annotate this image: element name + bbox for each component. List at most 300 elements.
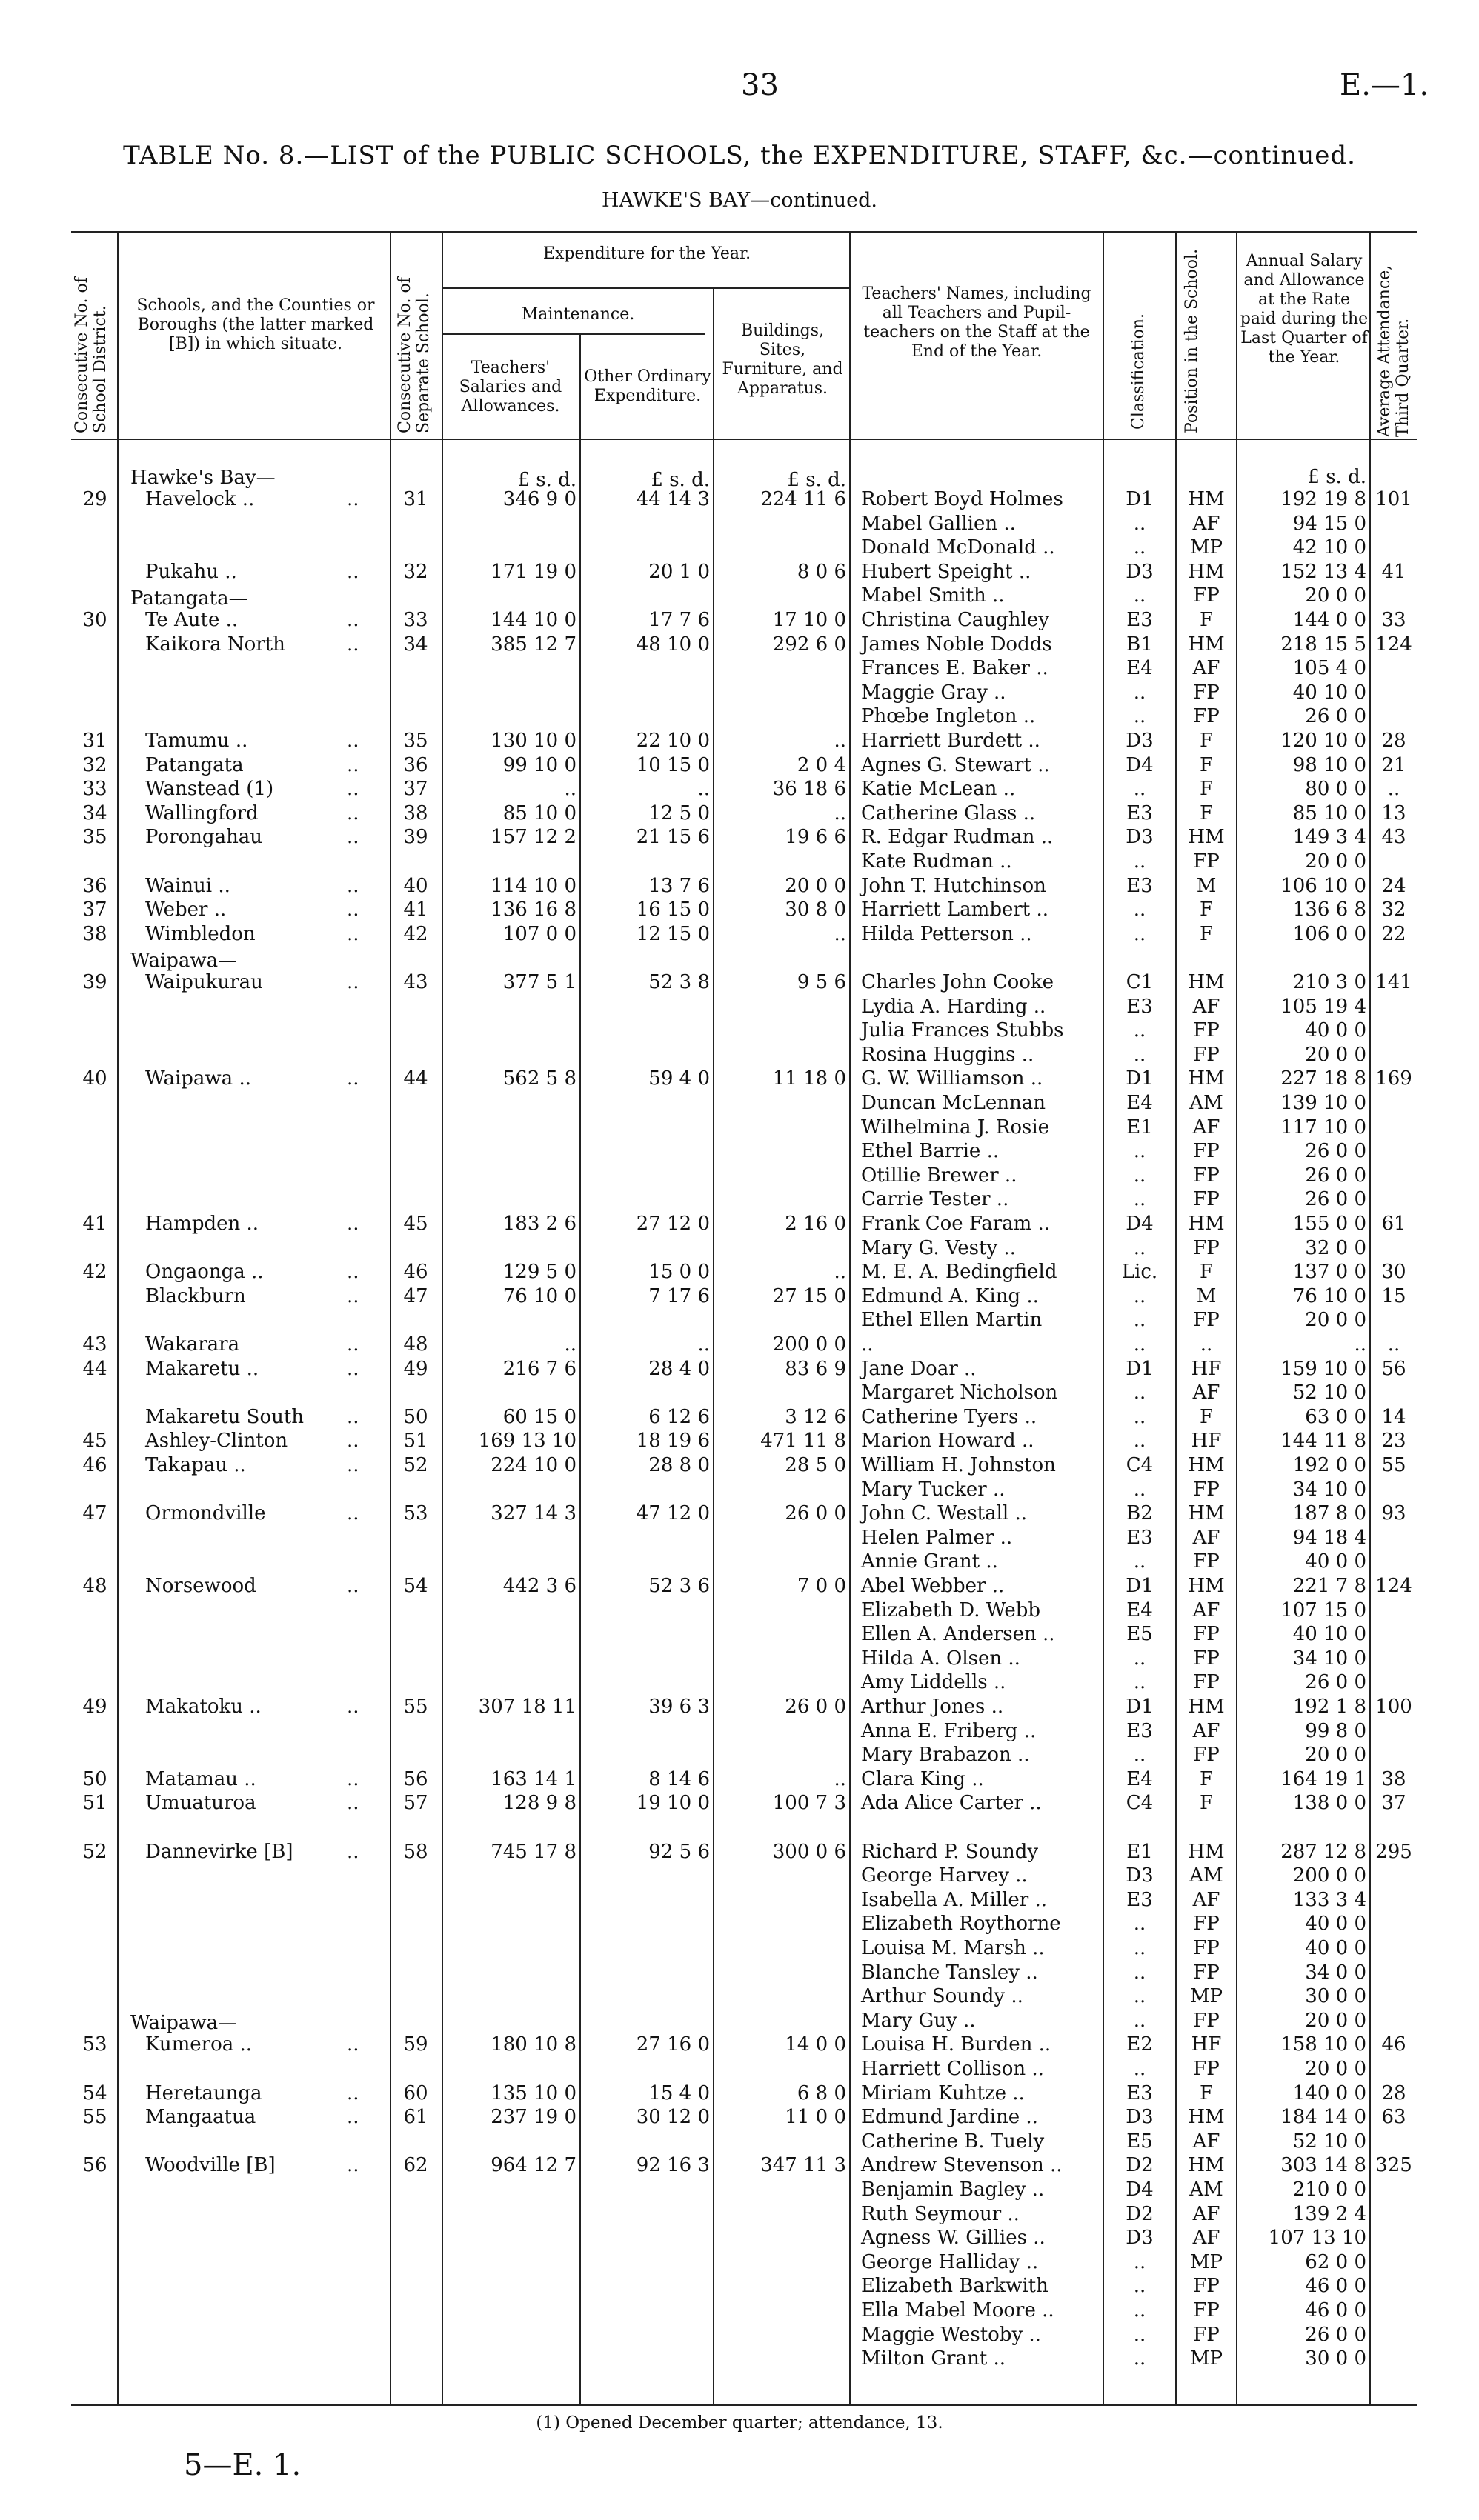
buildings-value: 28 5 0 [785, 1454, 846, 1476]
district-group-label: Waipawa— [130, 2012, 238, 2035]
district-number: 49 [82, 1696, 107, 1718]
salaries-value: 169 13 10 [478, 1430, 576, 1453]
position-value: FP [1193, 1913, 1220, 1936]
district-number: 29 [82, 488, 107, 510]
teacher-name: Mary Brabazon .. [861, 1744, 1030, 1767]
attendance-value: 37 [1381, 1792, 1406, 1815]
classification-value: E3 [1126, 2081, 1153, 2104]
attendance-value: 28 [1381, 2081, 1406, 2104]
salaries-value: 107 0 0 [502, 922, 576, 945]
position-value: AF [1192, 2130, 1220, 2153]
school-number: 49 [403, 1357, 428, 1380]
annual-salary-value: 155 0 0 [1292, 1213, 1366, 1235]
annual-salary-value: 287 12 8 [1280, 1840, 1366, 1863]
annual-salary-value: 42 10 0 [1292, 536, 1366, 559]
annual-salary-value: 85 10 0 [1292, 801, 1366, 824]
buildings-value: 83 6 9 [785, 1357, 846, 1380]
school-number: 47 [403, 1284, 428, 1307]
leader-dots: .. [347, 1454, 359, 1476]
attendance-value: 55 [1381, 1454, 1406, 1476]
classification-value: C4 [1126, 1454, 1154, 1476]
teacher-name: Benjamin Bagley .. [861, 2179, 1045, 2201]
attendance-value: 43 [1381, 826, 1406, 849]
classification-value: E1 [1126, 1116, 1153, 1139]
buildings-value: 7 0 0 [797, 1575, 846, 1597]
leader-dots: .. [347, 753, 359, 776]
annual-salary-value: 120 10 0 [1280, 730, 1366, 752]
position-value: FP [1193, 1623, 1220, 1646]
position-value: AF [1192, 512, 1220, 535]
teacher-name: Ellen A. Andersen .. [861, 1623, 1055, 1646]
classification-value: B1 [1126, 633, 1153, 656]
annual-salary-value: 98 10 0 [1292, 753, 1366, 776]
school-name: Pukahu .. [145, 560, 237, 583]
annual-salary-value: 107 13 10 [1268, 2227, 1366, 2250]
school-number: 58 [403, 1840, 428, 1863]
annual-salary-value: 94 18 4 [1292, 1526, 1366, 1549]
attendance-value: 325 [1375, 2154, 1412, 2177]
maintenance-rule [443, 333, 705, 335]
position-value: .. [1200, 1333, 1213, 1356]
leader-dots: .. [347, 609, 359, 631]
position-value: AM [1189, 2179, 1223, 2201]
annual-salary-value: 20 0 0 [1305, 2058, 1366, 2080]
buildings-value: 11 18 0 [772, 1067, 846, 1090]
school-number: 52 [403, 1454, 428, 1476]
classification-value: .. [1133, 2009, 1146, 2032]
position-value: F [1199, 609, 1214, 631]
salaries-value: 377 5 1 [502, 971, 576, 993]
annual-salary-value: 187 8 0 [1292, 1502, 1366, 1525]
classification-value: .. [1133, 1550, 1146, 1573]
page-number: 33 [741, 68, 779, 102]
other-expenditure-value: 59 4 0 [648, 1067, 710, 1090]
classification-value: D3 [1126, 826, 1154, 849]
header-classification: Classification. [1129, 313, 1148, 430]
lsd-buildings: £ s. d. [787, 469, 846, 491]
header-other: Other Ordinary Expenditure. [584, 367, 711, 405]
teacher-name: Katie McLean .. [861, 778, 1016, 801]
annual-salary-value: 20 0 0 [1305, 584, 1366, 607]
leader-dots: .. [347, 922, 359, 945]
classification-value: .. [1133, 1284, 1146, 1307]
attendance-value: 124 [1375, 633, 1412, 656]
position-value: FP [1193, 1019, 1220, 1042]
annual-salary-value: 99 8 0 [1305, 1719, 1366, 1742]
buildings-value: 2 0 4 [797, 753, 846, 776]
school-number: 32 [403, 560, 428, 583]
other-expenditure-value: 28 8 0 [648, 1454, 710, 1476]
salaries-value: 128 9 8 [502, 1792, 576, 1815]
buildings-value: 8 0 6 [797, 560, 846, 583]
annual-salary-value: 40 0 0 [1305, 1937, 1366, 1959]
school-name: Matamau .. [145, 1767, 256, 1790]
position-value: AF [1192, 1888, 1220, 1911]
classification-value: D3 [1126, 730, 1154, 752]
school-number: 37 [403, 778, 428, 801]
school-name: Patangata [145, 753, 244, 776]
district-number: 35 [82, 826, 107, 849]
position-value: HM [1188, 1213, 1225, 1235]
classification-value: .. [1133, 681, 1146, 704]
school-name: Ongaonga .. [145, 1261, 264, 1284]
school-number: 33 [403, 609, 428, 631]
classification-value: .. [1133, 1309, 1146, 1332]
buildings-value: 471 11 8 [760, 1430, 846, 1453]
position-value: FP [1193, 2058, 1220, 2080]
position-value: HM [1188, 826, 1225, 849]
annual-salary-value: 20 0 0 [1305, 1744, 1366, 1767]
other-expenditure-value: 8 14 6 [648, 1767, 710, 1790]
teacher-name: R. Edgar Rudman .. [861, 826, 1054, 849]
school-number: 53 [403, 1502, 428, 1525]
school-number: 35 [403, 730, 428, 752]
attendance-value: 295 [1375, 1840, 1412, 1863]
classification-value: .. [1133, 922, 1146, 945]
annual-salary-value: 40 10 0 [1292, 1623, 1366, 1646]
annual-salary-value: 34 0 0 [1305, 1961, 1366, 1984]
teacher-name: Miriam Kuhtze .. [861, 2081, 1025, 2104]
position-value: F [1199, 922, 1214, 945]
leader-dots: .. [347, 899, 359, 921]
position-value: MP [1189, 2347, 1223, 2370]
classification-value: .. [1133, 850, 1146, 873]
table-subtitle: HAWKE'S BAY—continued. [601, 189, 878, 212]
district-number: 43 [82, 1333, 107, 1356]
annual-salary-value: 152 13 4 [1280, 560, 1366, 583]
district-number: 54 [82, 2081, 107, 2104]
col-rule [713, 287, 714, 2404]
header-teachers: Teachers' Names, including all Teachers and Pupil-teachers on the Staff at the End of the Year. [862, 284, 1091, 361]
position-value: F [1199, 2081, 1214, 2104]
teacher-name: Catherine B. Tuely [861, 2130, 1045, 2153]
classification-value: D4 [1126, 753, 1154, 776]
teacher-name: Annie Grant .. [861, 1550, 998, 1573]
attendance-value: 41 [1381, 560, 1406, 583]
school-name: Ormondville [145, 1502, 266, 1525]
header-maintenance: Maintenance. [521, 305, 635, 324]
buildings-value: 20 0 0 [785, 874, 846, 897]
classification-value: D4 [1126, 1213, 1154, 1235]
position-value: FP [1193, 1140, 1220, 1163]
attendance-value: 101 [1375, 488, 1412, 510]
other-expenditure-value: 12 15 0 [636, 922, 710, 945]
school-name: Kumeroa .. [145, 2033, 253, 2056]
classification-value: .. [1133, 1164, 1146, 1187]
annual-salary-value: 26 0 0 [1305, 1188, 1366, 1211]
position-value: HM [1188, 560, 1225, 583]
attendance-value: 22 [1381, 922, 1406, 945]
teacher-name: Agness W. Gillies .. [861, 2227, 1046, 2250]
buildings-value: 27 15 0 [772, 1284, 846, 1307]
district-number: 47 [82, 1502, 107, 1525]
position-value: HM [1188, 1575, 1225, 1597]
header-bottom-rule [71, 439, 1417, 440]
col-rule [117, 231, 119, 2404]
teacher-name: Hubert Speight .. [861, 560, 1031, 583]
annual-salary-value: 192 0 0 [1292, 1454, 1366, 1476]
teacher-name: Isabella A. Miller .. [861, 1888, 1048, 1911]
other-expenditure-value: 18 19 6 [636, 1430, 710, 1453]
buildings-value: .. [834, 1261, 846, 1284]
annual-salary-value: 32 0 0 [1305, 1236, 1366, 1259]
school-name: Makatoku .. [145, 1696, 262, 1718]
attendance-value: 100 [1375, 1696, 1412, 1718]
school-name: Te Aute .. [145, 609, 239, 631]
teacher-name: Abel Webber .. [861, 1575, 1005, 1597]
classification-value: D3 [1126, 2106, 1154, 2129]
other-expenditure-value: 15 4 0 [648, 2081, 710, 2104]
salaries-value: 136 16 8 [491, 899, 576, 921]
attendance-value: 46 [1381, 2033, 1406, 2056]
classification-value: E2 [1126, 2033, 1153, 2056]
position-value: FP [1193, 1647, 1220, 1670]
position-value: FP [1193, 1309, 1220, 1332]
classification-value: D3 [1126, 1864, 1154, 1887]
leader-dots: .. [347, 874, 359, 897]
col-rule [579, 333, 581, 2404]
school-name: Havelock .. [145, 488, 255, 510]
attendance-value: 38 [1381, 1767, 1406, 1790]
attendance-value: 141 [1375, 971, 1412, 993]
position-value: F [1199, 801, 1214, 824]
leader-dots: .. [347, 560, 359, 583]
header-position: Position in the School. [1183, 248, 1201, 433]
teacher-name: Ethel Ellen Martin [861, 1309, 1043, 1332]
school-number: 56 [403, 1767, 428, 1790]
teacher-name: Ruth Seymour .. [861, 2202, 1020, 2225]
buildings-value: 36 18 6 [772, 778, 846, 801]
annual-salary-value: 140 0 0 [1292, 2081, 1366, 2104]
school-name: Makaretu South [145, 1405, 305, 1428]
annual-salary-value: 218 15 5 [1280, 633, 1366, 656]
teacher-name: Duncan McLennan [861, 1092, 1046, 1114]
classification-value: E3 [1126, 1719, 1153, 1742]
footnote: (1) Opened December quarter; attendance, 13. [536, 2413, 943, 2433]
buildings-value: 3 12 6 [785, 1405, 846, 1428]
school-number: 41 [403, 899, 428, 921]
salaries-value: 224 10 0 [491, 1454, 576, 1476]
lsd-other: £ s. d. [651, 469, 710, 491]
annual-salary-value: 26 0 0 [1305, 1164, 1366, 1187]
leader-dots: .. [347, 1405, 359, 1428]
attendance-value: 93 [1381, 1502, 1406, 1525]
buildings-value: 292 6 0 [772, 633, 846, 656]
teacher-name: Wilhelmina J. Rosie [861, 1116, 1050, 1139]
school-name: Wanstead (1) [145, 778, 274, 801]
position-value: AM [1189, 1864, 1223, 1887]
school-number: 31 [403, 488, 428, 510]
leader-dots: .. [347, 2033, 359, 2056]
col-rule [442, 231, 443, 2404]
buildings-value: 26 0 0 [785, 1696, 846, 1718]
classification-value: E1 [1126, 1840, 1153, 1863]
position-value: FP [1193, 1744, 1220, 1767]
position-value: AF [1192, 1599, 1220, 1621]
teacher-name: George Harvey .. [861, 1864, 1028, 1887]
col-rule [390, 231, 391, 2404]
table-bottom-rule [71, 2404, 1417, 2406]
teacher-name: Arthur Soundy .. [861, 1985, 1023, 2008]
leader-dots: .. [347, 1261, 359, 1284]
leader-dots: .. [347, 1767, 359, 1790]
classification-value: B2 [1126, 1502, 1153, 1525]
buildings-value: .. [834, 730, 846, 752]
salaries-value: 135 10 0 [491, 2081, 576, 2104]
annual-salary-value: 105 4 0 [1292, 657, 1366, 680]
position-value: AF [1192, 2202, 1220, 2225]
position-value: FP [1193, 681, 1220, 704]
buildings-value: 14 0 0 [785, 2033, 846, 2056]
other-expenditure-value: .. [697, 778, 710, 801]
teacher-name: Ethel Barrie .. [861, 1140, 1000, 1163]
header-schools: Schools, and the Counties or Boroughs (the latter marked [B]) in which situate. [136, 296, 375, 353]
attendance-value: 124 [1375, 1575, 1412, 1597]
teacher-name: Catherine Glass .. [861, 801, 1036, 824]
teacher-name: Edmund A. King .. [861, 1284, 1039, 1307]
position-value: AF [1192, 1526, 1220, 1549]
position-value: HF [1191, 1357, 1222, 1380]
attendance-value: 30 [1381, 1261, 1406, 1284]
position-value: FP [1193, 850, 1220, 873]
classification-value: E4 [1126, 657, 1153, 680]
annual-salary-value: 40 0 0 [1305, 1913, 1366, 1936]
col-rule [1236, 231, 1237, 2404]
other-expenditure-value: 20 1 0 [648, 560, 710, 583]
buildings-value: 2 16 0 [785, 1213, 846, 1235]
teacher-name: Ella Mabel Moore .. [861, 2299, 1054, 2321]
position-value: AF [1192, 1116, 1220, 1139]
classification-value: C4 [1126, 1792, 1154, 1815]
district-number: 39 [82, 971, 107, 993]
classification-value: E3 [1126, 801, 1153, 824]
salaries-value: .. [564, 1333, 576, 1356]
district-number: 30 [82, 609, 107, 631]
other-expenditure-value: 48 10 0 [636, 633, 710, 656]
school-number: 59 [403, 2033, 428, 2056]
classification-value: .. [1133, 778, 1146, 801]
teacher-name: Robert Boyd Holmes [861, 488, 1063, 510]
other-expenditure-value: 92 5 6 [648, 1840, 710, 1863]
annual-salary-value: .. [1354, 1333, 1366, 1356]
school-number: 62 [403, 2154, 428, 2177]
other-expenditure-value: 44 14 3 [636, 488, 710, 510]
school-number: 51 [403, 1430, 428, 1453]
school-number: 39 [403, 826, 428, 849]
district-number: 31 [82, 730, 107, 752]
position-value: FP [1193, 2009, 1220, 2032]
salaries-value: 171 19 0 [491, 560, 576, 583]
school-name: Waipawa .. [145, 1067, 251, 1090]
position-value: FP [1193, 1961, 1220, 1984]
classification-value: .. [1133, 1140, 1146, 1163]
annual-salary-value: 40 0 0 [1305, 1019, 1366, 1042]
teacher-name: Andrew Stevenson .. [861, 2154, 1063, 2177]
school-name: Mangaatua [145, 2106, 256, 2129]
position-value: FP [1193, 1236, 1220, 1259]
position-value: HM [1188, 1454, 1225, 1476]
classification-value: .. [1133, 1236, 1146, 1259]
school-number: 48 [403, 1333, 428, 1356]
classification-value: .. [1133, 512, 1146, 535]
buildings-value: 19 6 6 [785, 826, 846, 849]
salaries-value: 99 10 0 [502, 753, 576, 776]
salaries-value: 85 10 0 [502, 801, 576, 824]
district-number: 36 [82, 874, 107, 897]
document-reference: E.—1. [1340, 68, 1429, 102]
annual-salary-value: 107 15 0 [1280, 1599, 1366, 1621]
teacher-name: John C. Westall .. [861, 1502, 1028, 1525]
salaries-value: 157 12 2 [491, 826, 576, 849]
annual-salary-value: 117 10 0 [1280, 1116, 1366, 1139]
school-name: Norsewood [145, 1575, 256, 1597]
salaries-value: 183 2 6 [502, 1213, 576, 1235]
school-number: 60 [403, 2081, 428, 2104]
classification-value: .. [1133, 584, 1146, 607]
classification-value: .. [1133, 536, 1146, 559]
classification-value: .. [1133, 1647, 1146, 1670]
teacher-name: Maggie Westoby .. [861, 2323, 1041, 2346]
buildings-value: 224 11 6 [760, 488, 846, 510]
teacher-name: Blanche Tansley .. [861, 1961, 1038, 1984]
position-value: HM [1188, 1502, 1225, 1525]
teacher-name: Agnes G. Stewart .. [861, 753, 1050, 776]
annual-salary-value: 138 0 0 [1292, 1792, 1366, 1815]
classification-value: .. [1133, 1478, 1146, 1501]
other-expenditure-value: 39 6 3 [648, 1696, 710, 1718]
position-value: F [1199, 753, 1214, 776]
attendance-value: 63 [1381, 2106, 1406, 2129]
printer-signature: 5—E. 1. [184, 2448, 302, 2482]
district-number: 45 [82, 1430, 107, 1453]
buildings-value: 30 8 0 [785, 899, 846, 921]
position-value: HM [1188, 1840, 1225, 1863]
district-number: 42 [82, 1261, 107, 1284]
school-number: 42 [403, 922, 428, 945]
position-value: HM [1188, 633, 1225, 656]
attendance-value: 32 [1381, 899, 1406, 921]
position-value: M [1196, 1284, 1217, 1307]
header-expenditure: Expenditure for the Year. [542, 244, 751, 263]
classification-value: .. [1133, 2347, 1146, 2370]
classification-value: E3 [1126, 1888, 1153, 1911]
buildings-value: .. [834, 801, 846, 824]
salaries-value: 216 7 6 [502, 1357, 576, 1380]
leader-dots: .. [347, 488, 359, 510]
classification-value: Lic. [1121, 1261, 1158, 1284]
classification-value: E3 [1126, 874, 1153, 897]
attendance-value: 21 [1381, 753, 1406, 776]
annual-salary-value: 105 19 4 [1280, 995, 1366, 1018]
annual-salary-value: 76 10 0 [1292, 1284, 1366, 1307]
classification-value: .. [1133, 2299, 1146, 2321]
classification-value: .. [1133, 1381, 1146, 1404]
salaries-value: 114 10 0 [491, 874, 576, 897]
lsd-annual: £ s. d. [1307, 466, 1366, 488]
teacher-name: Helen Palmer .. [861, 1526, 1013, 1549]
annual-salary-value: 227 18 8 [1280, 1067, 1366, 1090]
header-top-rule [71, 231, 1417, 233]
annual-salary-value: 210 0 0 [1292, 2179, 1366, 2201]
position-value: F [1199, 899, 1214, 921]
annual-salary-value: 192 19 8 [1280, 488, 1366, 510]
teacher-name: Phœbe Ingleton .. [861, 705, 1036, 728]
salaries-value: 76 10 0 [502, 1284, 576, 1307]
annual-salary-value: 63 0 0 [1305, 1405, 1366, 1428]
school-name: Wainui .. [145, 874, 230, 897]
other-expenditure-value: 17 7 6 [648, 609, 710, 631]
teacher-name: Margaret Nicholson [861, 1381, 1058, 1404]
